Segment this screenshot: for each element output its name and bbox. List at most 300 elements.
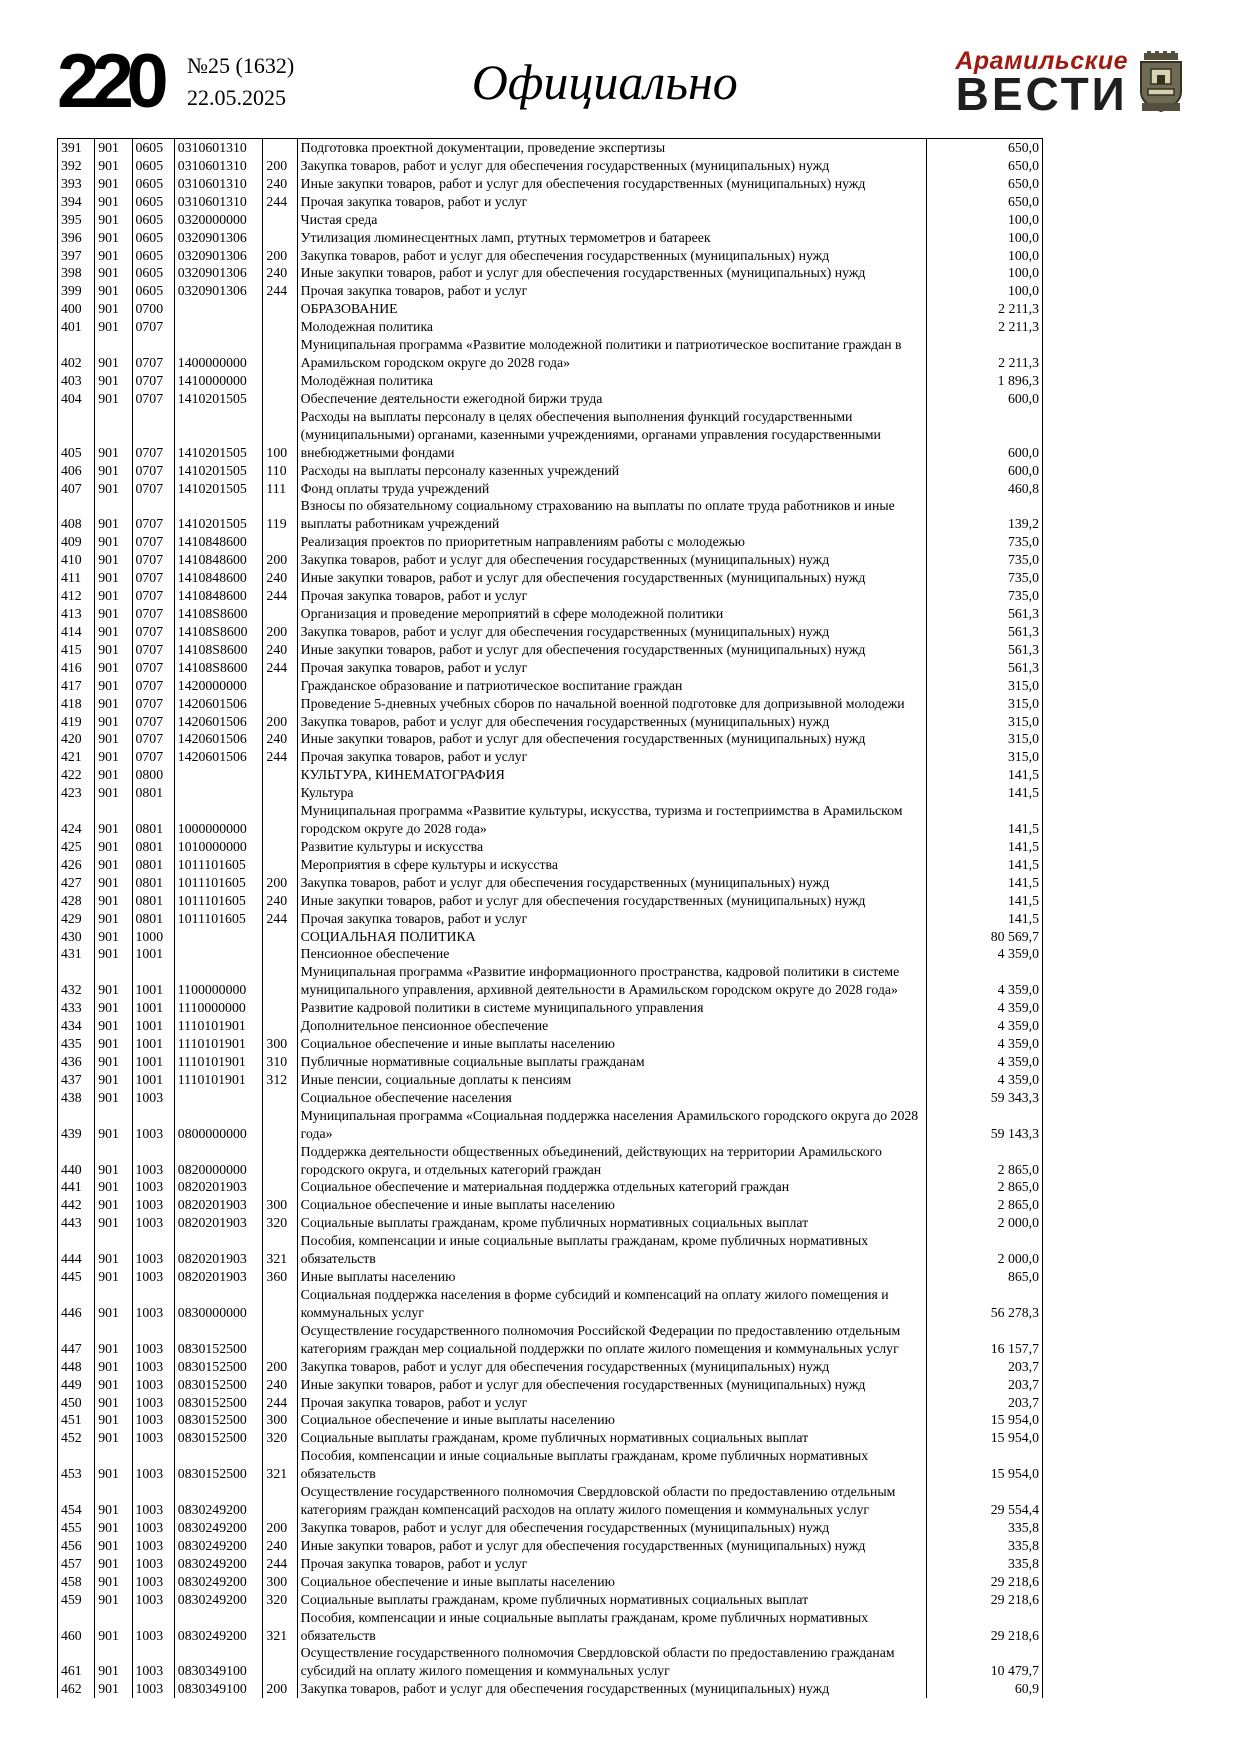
grbs-code: 901: [95, 318, 132, 336]
expense-name: Закупка товаров, работ и услуг для обеспечения государственных (муниципальных) нужд: [297, 1519, 926, 1537]
grbs-code: 901: [95, 247, 132, 265]
expense-name: Прочая закупка товаров, работ и услуг: [297, 910, 926, 928]
grbs-code: 901: [95, 462, 132, 480]
expense-type-code: 240: [263, 730, 297, 748]
grbs-code: 901: [95, 874, 132, 892]
grbs-code: 901: [95, 1196, 132, 1214]
expense-type-code: [263, 838, 297, 856]
grbs-code: 901: [95, 856, 132, 874]
expense-name: Иные закупки товаров, работ и услуг для обеспечения государственных (муниципальных) нужд: [297, 175, 926, 193]
expense-name: Прочая закупка товаров, работ и услуг: [297, 748, 926, 766]
section-code: 1003: [132, 1268, 174, 1286]
row-number: 410: [58, 551, 95, 569]
expense-name: СОЦИАЛЬНАЯ ПОЛИТИКА: [297, 928, 926, 946]
expense-name: Закупка товаров, работ и услуг для обеспечения государственных (муниципальных) нужд: [297, 623, 926, 641]
amount: 2 211,3: [927, 336, 1043, 372]
page-number-block: [57, 38, 295, 124]
table-row: [58, 945, 1043, 963]
expense-type-code: [263, 1178, 297, 1196]
row-number: 451: [58, 1411, 95, 1429]
grbs-code: 901: [95, 1376, 132, 1394]
section-code: 1001: [132, 1053, 174, 1071]
amount: 315,0: [927, 713, 1043, 731]
table-row: [58, 1394, 1043, 1412]
section-code: 1003: [132, 1680, 174, 1698]
row-number: 401: [58, 318, 95, 336]
expense-type-code: [263, 1089, 297, 1107]
section-code: 1003: [132, 1286, 174, 1322]
expense-type-code: [263, 695, 297, 713]
expense-type-code: 200: [263, 1519, 297, 1537]
grbs-code: 901: [95, 695, 132, 713]
amount: 650,0: [927, 139, 1043, 157]
expense-type-code: [263, 605, 297, 623]
expense-name: Осуществление государственного полномочия Российской Федерации по предоставлению отдельным категориям граждан мер социальной поддержки по оплате жилого помещения и коммунальных услуг: [297, 1322, 926, 1358]
row-number: 420: [58, 730, 95, 748]
target-article-code: 1410848600: [174, 569, 263, 587]
row-number: 424: [58, 802, 95, 838]
expense-name: Пенсионное обеспечение: [297, 945, 926, 963]
section-code: 1003: [132, 1214, 174, 1232]
expense-name: Закупка товаров, работ и услуг для обеспечения государственных (муниципальных) нужд: [297, 874, 926, 892]
grbs-code: 901: [95, 1107, 132, 1143]
table-row: [58, 1322, 1043, 1358]
section-code: 0707: [132, 641, 174, 659]
expense-type-code: 240: [263, 641, 297, 659]
grbs-code: 901: [95, 390, 132, 408]
table-row: [58, 856, 1043, 874]
expense-type-code: 200: [263, 1358, 297, 1376]
grbs-code: 901: [95, 1644, 132, 1680]
target-article-code: 0830249200: [174, 1537, 263, 1555]
section-code: 0707: [132, 551, 174, 569]
expense-type-code: 312: [263, 1071, 297, 1089]
expense-type-code: [263, 390, 297, 408]
section-code: 0707: [132, 336, 174, 372]
table-row: [58, 1591, 1043, 1609]
target-article-code: [174, 300, 263, 318]
amount: 29 218,6: [927, 1609, 1043, 1645]
amount: 4 359,0: [927, 963, 1043, 999]
expense-name: Социальное обеспечение населения: [297, 1089, 926, 1107]
section-code: 0707: [132, 659, 174, 677]
amount: 460,8: [927, 480, 1043, 498]
row-number: 428: [58, 892, 95, 910]
row-number: 448: [58, 1358, 95, 1376]
section-code: 1001: [132, 999, 174, 1017]
section-code: 0605: [132, 157, 174, 175]
grbs-code: 901: [95, 533, 132, 551]
expense-type-code: 300: [263, 1035, 297, 1053]
target-article-code: 1420601506: [174, 730, 263, 748]
table-row: [58, 1609, 1043, 1645]
expense-type-code: [263, 784, 297, 802]
page-header: [0, 0, 1241, 138]
table-row: [58, 211, 1043, 229]
table-row: [58, 802, 1043, 838]
table-row: [58, 480, 1043, 498]
expense-type-code: 244: [263, 587, 297, 605]
grbs-code: 901: [95, 282, 132, 300]
expense-name: Обеспечение деятельности ежегодной биржи труда: [297, 390, 926, 408]
row-number: 405: [58, 408, 95, 462]
amount: 600,0: [927, 390, 1043, 408]
table-row: [58, 1429, 1043, 1447]
table-row: [58, 264, 1043, 282]
expense-type-code: [263, 300, 297, 318]
grbs-code: 901: [95, 945, 132, 963]
grbs-code: 901: [95, 605, 132, 623]
section-code: 0605: [132, 175, 174, 193]
expense-type-code: 240: [263, 892, 297, 910]
expense-type-code: 240: [263, 569, 297, 587]
table-row: [58, 963, 1043, 999]
amount: 15 954,0: [927, 1411, 1043, 1429]
grbs-code: 901: [95, 372, 132, 390]
section-code: 0605: [132, 247, 174, 265]
section-code: 0707: [132, 587, 174, 605]
expense-name: Муниципальная программа «Социальная поддержка населения Арамильского городского округа до 2028 года»: [297, 1107, 926, 1143]
target-article-code: 1110101901: [174, 1071, 263, 1089]
amount: 2 211,3: [927, 318, 1043, 336]
target-article-code: [174, 766, 263, 784]
amount: 315,0: [927, 730, 1043, 748]
row-number: 437: [58, 1071, 95, 1089]
table-row: [58, 892, 1043, 910]
row-number: 447: [58, 1322, 95, 1358]
expense-name: Развитие кадровой политики в системе муниципального управления: [297, 999, 926, 1017]
target-article-code: 0830249200: [174, 1483, 263, 1519]
section-code: 0801: [132, 784, 174, 802]
grbs-code: 901: [95, 1447, 132, 1483]
expense-name: Подготовка проектной документации, проведение экспертизы: [297, 139, 926, 157]
page-number: 220: [57, 38, 162, 124]
expense-name: Социальные выплаты гражданам, кроме публичных нормативных социальных выплат: [297, 1214, 926, 1232]
expense-type-code: 244: [263, 1394, 297, 1412]
row-number: 461: [58, 1644, 95, 1680]
row-number: 412: [58, 587, 95, 605]
expense-name: Культура: [297, 784, 926, 802]
table-row: [58, 1680, 1043, 1698]
target-article-code: 0830349100: [174, 1644, 263, 1680]
amount: 56 278,3: [927, 1286, 1043, 1322]
expense-type-code: 240: [263, 1376, 297, 1394]
row-number: 456: [58, 1537, 95, 1555]
section-code: 1003: [132, 1178, 174, 1196]
expense-name: Прочая закупка товаров, работ и услуг: [297, 587, 926, 605]
amount: 561,3: [927, 659, 1043, 677]
section-code: 0707: [132, 605, 174, 623]
grbs-code: 901: [95, 928, 132, 946]
amount: 141,5: [927, 838, 1043, 856]
table-row: [58, 569, 1043, 587]
row-number: 395: [58, 211, 95, 229]
row-number: 419: [58, 713, 95, 731]
expense-name: Муниципальная программа «Развитие культуры, искусства, туризма и гостеприимства в Арамильском городском округе до 2028 года»: [297, 802, 926, 838]
table-row: [58, 372, 1043, 390]
row-number: 398: [58, 264, 95, 282]
grbs-code: 901: [95, 1268, 132, 1286]
amount: 1 896,3: [927, 372, 1043, 390]
amount: 335,8: [927, 1519, 1043, 1537]
row-number: 458: [58, 1573, 95, 1591]
section-code: 0707: [132, 408, 174, 462]
amount: 315,0: [927, 748, 1043, 766]
amount: 2 865,0: [927, 1178, 1043, 1196]
table-row: [58, 1519, 1043, 1537]
table-row: [58, 497, 1043, 533]
expense-name: Иные пенсии, социальные доплаты к пенсиям: [297, 1071, 926, 1089]
row-number: 449: [58, 1376, 95, 1394]
section-code: 1003: [132, 1573, 174, 1591]
issue-date: 22.05.2025: [187, 85, 287, 110]
target-article-code: 0820201903: [174, 1268, 263, 1286]
grbs-code: 901: [95, 1429, 132, 1447]
amount: 15 954,0: [927, 1447, 1043, 1483]
section-code: 0801: [132, 910, 174, 928]
expense-type-code: 244: [263, 282, 297, 300]
target-article-code: 0830249200: [174, 1609, 263, 1645]
grbs-code: 901: [95, 713, 132, 731]
expense-name: Социальные выплаты гражданам, кроме публичных нормативных социальных выплат: [297, 1591, 926, 1609]
section-code: 0605: [132, 282, 174, 300]
expense-type-code: [263, 211, 297, 229]
row-number: 394: [58, 193, 95, 211]
expense-name: Закупка товаров, работ и услуг для обеспечения государственных (муниципальных) нужд: [297, 247, 926, 265]
row-number: 441: [58, 1178, 95, 1196]
expense-name: Пособия, компенсации и иные социальные выплаты гражданам, кроме публичных нормативных обязательств: [297, 1232, 926, 1268]
section-code: 1003: [132, 1483, 174, 1519]
expense-name: Осуществление государственного полномочия Свердловской области по предоставлению гражданам субсидий на оплату жилого помещения и коммунальных услуг: [297, 1644, 926, 1680]
amount: 2 000,0: [927, 1214, 1043, 1232]
amount: 16 157,7: [927, 1322, 1043, 1358]
amount: 100,0: [927, 282, 1043, 300]
section-code: 1000: [132, 928, 174, 946]
target-article-code: 1420601506: [174, 695, 263, 713]
amount: 4 359,0: [927, 1071, 1043, 1089]
grbs-code: 901: [95, 999, 132, 1017]
table-row: [58, 408, 1043, 462]
expense-type-code: 110: [263, 462, 297, 480]
expense-name: ОБРАЗОВАНИЕ: [297, 300, 926, 318]
target-article-code: 1410201505: [174, 390, 263, 408]
amount: 100,0: [927, 264, 1043, 282]
target-article-code: 1410000000: [174, 372, 263, 390]
expense-type-code: 200: [263, 247, 297, 265]
expense-name: Организация и проведение мероприятий в сфере молодежной политики: [297, 605, 926, 623]
target-article-code: 1110101901: [174, 1017, 263, 1035]
grbs-code: 901: [95, 1035, 132, 1053]
amount: 561,3: [927, 605, 1043, 623]
expense-type-code: 244: [263, 659, 297, 677]
target-article-code: 1010000000: [174, 838, 263, 856]
amount: 15 954,0: [927, 1429, 1043, 1447]
amount: 4 359,0: [927, 945, 1043, 963]
expense-name: Социальное обеспечение и иные выплаты населению: [297, 1411, 926, 1429]
grbs-code: 901: [95, 623, 132, 641]
row-number: 397: [58, 247, 95, 265]
expense-type-code: 111: [263, 480, 297, 498]
amount: 29 218,6: [927, 1591, 1043, 1609]
expense-type-code: [263, 1483, 297, 1519]
table-row: [58, 1644, 1043, 1680]
row-number: 393: [58, 175, 95, 193]
table-row: [58, 1089, 1043, 1107]
expense-type-code: 200: [263, 713, 297, 731]
table-row: [58, 1358, 1043, 1376]
budget-table-container: [0, 138, 1241, 1698]
expense-type-code: [263, 229, 297, 247]
grbs-code: 901: [95, 802, 132, 838]
expense-name: Социальная поддержка населения в форме субсидий и компенсаций на оплату жилого помещения и коммунальных услуг: [297, 1286, 926, 1322]
row-number: 432: [58, 963, 95, 999]
expense-name: Прочая закупка товаров, работ и услуг: [297, 659, 926, 677]
amount: 735,0: [927, 587, 1043, 605]
section-code: 1003: [132, 1609, 174, 1645]
target-article-code: 0320901306: [174, 229, 263, 247]
row-number: 425: [58, 838, 95, 856]
amount: 650,0: [927, 157, 1043, 175]
row-number: 435: [58, 1035, 95, 1053]
table-row: [58, 229, 1043, 247]
expense-name: Развитие культуры и искусства: [297, 838, 926, 856]
row-number: 407: [58, 480, 95, 498]
target-article-code: 1410848600: [174, 587, 263, 605]
table-row: [58, 462, 1043, 480]
table-row: [58, 157, 1043, 175]
amount: 735,0: [927, 551, 1043, 569]
expense-name: Иные закупки товаров, работ и услуг для обеспечения государственных (муниципальных) нужд: [297, 641, 926, 659]
section-code: 1001: [132, 1017, 174, 1035]
target-article-code: 0310601310: [174, 157, 263, 175]
table-row: [58, 551, 1043, 569]
target-article-code: 1410848600: [174, 533, 263, 551]
table-row: [58, 641, 1043, 659]
row-number: 411: [58, 569, 95, 587]
expense-type-code: 320: [263, 1214, 297, 1232]
row-number: 392: [58, 157, 95, 175]
section-code: 1001: [132, 963, 174, 999]
expense-name: Иные закупки товаров, работ и услуг для обеспечения государственных (муниципальных) нужд: [297, 892, 926, 910]
grbs-code: 901: [95, 175, 132, 193]
target-article-code: 0830249200: [174, 1591, 263, 1609]
target-article-code: 0820201903: [174, 1178, 263, 1196]
expense-type-code: [263, 139, 297, 157]
target-article-code: 1410201505: [174, 408, 263, 462]
table-row: [58, 1447, 1043, 1483]
row-number: 450: [58, 1394, 95, 1412]
table-row: [58, 766, 1043, 784]
amount: 735,0: [927, 533, 1043, 551]
grbs-code: 901: [95, 211, 132, 229]
target-article-code: 0830249200: [174, 1573, 263, 1591]
budget-table: [57, 138, 1043, 1698]
expense-name: Социальное обеспечение и иные выплаты населению: [297, 1573, 926, 1591]
row-number: 403: [58, 372, 95, 390]
grbs-code: 901: [95, 730, 132, 748]
grbs-code: 901: [95, 1071, 132, 1089]
section-code: 1003: [132, 1411, 174, 1429]
expense-type-code: 100: [263, 408, 297, 462]
grbs-code: 901: [95, 300, 132, 318]
expense-type-code: [263, 856, 297, 874]
expense-name: Закупка товаров, работ и услуг для обеспечения государственных (муниципальных) нужд: [297, 1680, 926, 1698]
target-article-code: 0830152500: [174, 1322, 263, 1358]
row-number: 406: [58, 462, 95, 480]
target-article-code: 0830152500: [174, 1411, 263, 1429]
table-row: [58, 1483, 1043, 1519]
section-code: 0605: [132, 193, 174, 211]
table-row: [58, 1107, 1043, 1143]
coat-of-arms-icon: [1138, 51, 1184, 113]
amount: 60,9: [927, 1680, 1043, 1698]
section-code: 0707: [132, 623, 174, 641]
row-number: 444: [58, 1232, 95, 1268]
target-article-code: 0830349100: [174, 1680, 263, 1698]
expense-type-code: 240: [263, 1537, 297, 1555]
expense-name: Утилизация люминесцентных ламп, ртутных термометров и батареек: [297, 229, 926, 247]
target-article-code: 1011101605: [174, 874, 263, 892]
expense-type-code: 200: [263, 623, 297, 641]
amount: 600,0: [927, 408, 1043, 462]
amount: 315,0: [927, 677, 1043, 695]
expense-type-code: [263, 1644, 297, 1680]
target-article-code: 0820201903: [174, 1214, 263, 1232]
section-code: 0707: [132, 497, 174, 533]
target-article-code: 0830000000: [174, 1286, 263, 1322]
target-article-code: 1410201505: [174, 497, 263, 533]
expense-name: Мероприятия в сфере культуры и искусства: [297, 856, 926, 874]
expense-name: Взносы по обязательному социальному страхованию на выплаты по оплате труда работников и иные выплаты работникам учреждений: [297, 497, 926, 533]
expense-name: Пособия, компенсации и иные социальные выплаты гражданам, кроме публичных нормативных обязательств: [297, 1609, 926, 1645]
table-row: [58, 1555, 1043, 1573]
grbs-code: 901: [95, 1483, 132, 1519]
grbs-code: 901: [95, 551, 132, 569]
target-article-code: 14108S8600: [174, 605, 263, 623]
amount: 141,5: [927, 766, 1043, 784]
table-row: [58, 784, 1043, 802]
table-row: [58, 605, 1043, 623]
section-code: 0605: [132, 211, 174, 229]
row-number: 421: [58, 748, 95, 766]
table-row: [58, 1411, 1043, 1429]
target-article-code: 0800000000: [174, 1107, 263, 1143]
expense-name: Фонд оплаты труда учреждений: [297, 480, 926, 498]
target-article-code: 0320901306: [174, 247, 263, 265]
expense-name: Чистая среда: [297, 211, 926, 229]
section-code: 0801: [132, 838, 174, 856]
amount: 29 218,6: [927, 1573, 1043, 1591]
target-article-code: 14108S8600: [174, 659, 263, 677]
amount: 203,7: [927, 1394, 1043, 1412]
row-number: 457: [58, 1555, 95, 1573]
section-code: 0707: [132, 533, 174, 551]
target-article-code: 1011101605: [174, 910, 263, 928]
section-code: 1003: [132, 1394, 174, 1412]
amount: 4 359,0: [927, 999, 1043, 1017]
amount: 100,0: [927, 247, 1043, 265]
grbs-code: 901: [95, 157, 132, 175]
target-article-code: 0830152500: [174, 1429, 263, 1447]
amount: 10 479,7: [927, 1644, 1043, 1680]
expense-name: Гражданское образование и патриотическое воспитание граждан: [297, 677, 926, 695]
grbs-code: 901: [95, 1214, 132, 1232]
grbs-code: 901: [95, 838, 132, 856]
section-code: 1003: [132, 1555, 174, 1573]
expense-name: Социальное обеспечение и иные выплаты населению: [297, 1196, 926, 1214]
amount: 4 359,0: [927, 1053, 1043, 1071]
target-article-code: 0310601310: [174, 139, 263, 157]
